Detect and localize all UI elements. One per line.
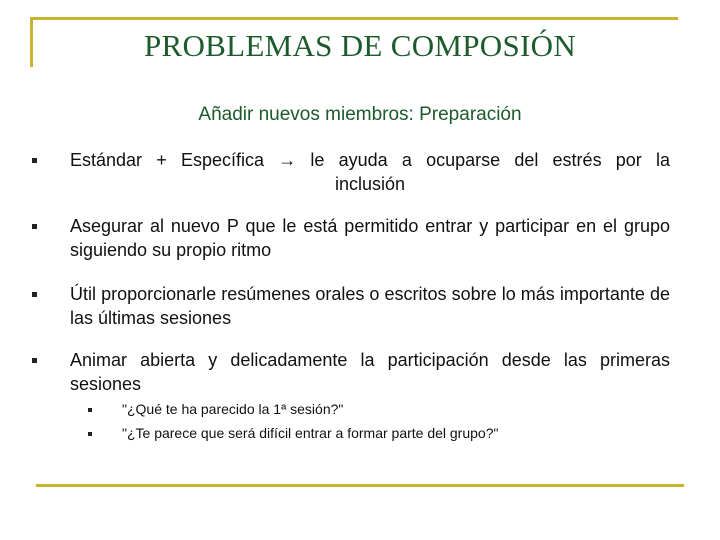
square-sub-bullet-icon [88, 408, 92, 412]
sub-bullet-item [122, 424, 682, 442]
square-bullet-icon [32, 224, 37, 229]
bullet-item [70, 348, 670, 396]
bullet-item [70, 148, 670, 196]
sub-bullet-text: "¿Qué te ha parecido la 1ª sesión?" [122, 401, 344, 417]
frame-bottom-rule [36, 484, 684, 487]
slide-subtitle: Añadir nuevos miembros: Preparación [198, 104, 522, 125]
square-bullet-icon [32, 292, 37, 297]
sub-bullet-text: "¿Te parece que será difícil entrar a formar parte del grupo?" [122, 425, 499, 441]
bullet-text: Asegurar al nuevo P que le está permitido entrar y participar en el grupo siguiendo su propio ritmo [70, 216, 670, 260]
slide-title: PROBLEMAS DE COMPOSIÓN [143, 28, 577, 63]
bullet-text-line-1: Estándar + Específica → le ayuda a ocuparse del estrés por la [70, 150, 670, 170]
square-bullet-icon [32, 158, 37, 163]
bullet-text: Útil proporcionarle resúmenes orales o escritos sobre lo más importante de las últimas sesiones [70, 284, 670, 328]
bullet-text: Animar abierta y delicadamente la participación desde las primeras sesiones [70, 350, 670, 394]
sub-bullet-item [122, 400, 682, 418]
square-sub-bullet-icon [88, 432, 92, 436]
square-bullet-icon [32, 358, 37, 363]
bullet-item [70, 214, 670, 262]
frame-top-rule [30, 17, 678, 20]
bullet-item [70, 282, 670, 330]
bullet-text-line-2: inclusión [334, 174, 406, 194]
